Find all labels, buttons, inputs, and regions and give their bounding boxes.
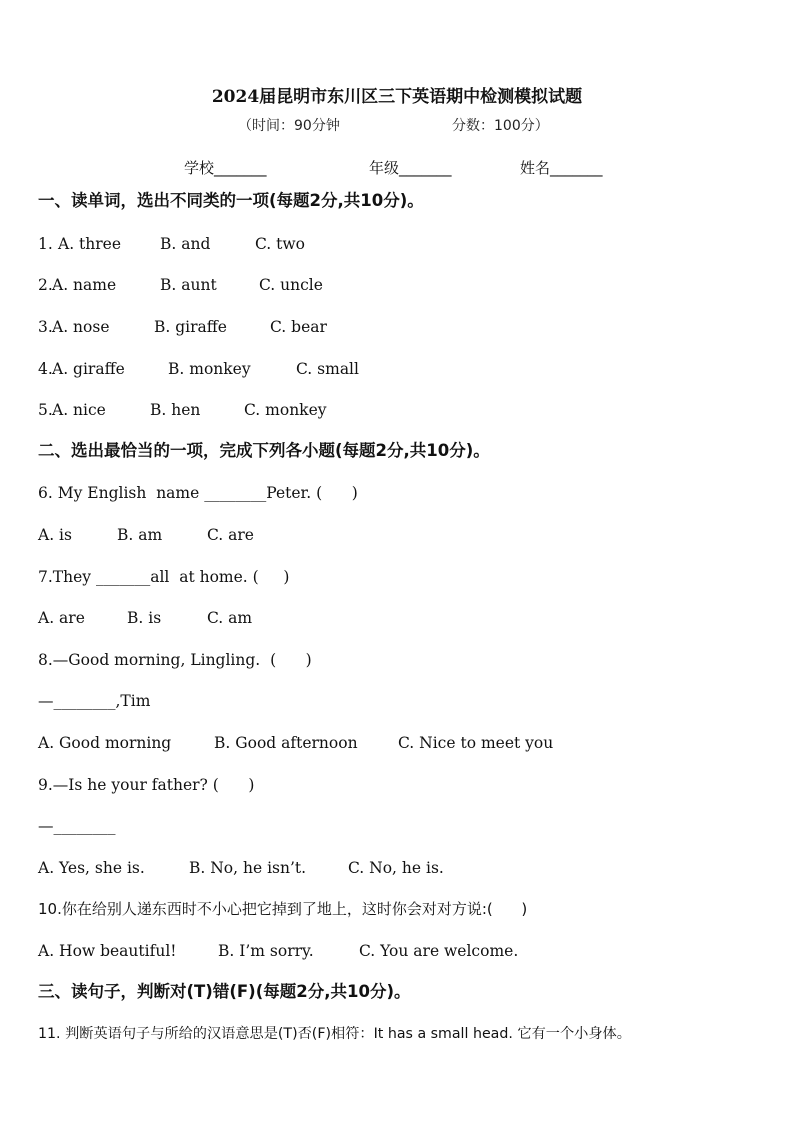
option-c: C. Nice to meet you	[398, 734, 554, 752]
option-b: B. Good afternoon	[214, 734, 358, 752]
section-2-heading: 二、选出最恰当的一项，完成下列各小题(每题2分,共10分)。	[38, 441, 490, 460]
question-10-stem: 10.你在给别人递东西时不小心把它掉到了地上，这时你会对对方说:( )	[38, 900, 528, 918]
option-a: A. three	[58, 235, 122, 253]
option-c: C. monkey	[244, 401, 327, 419]
option-a: A. nice	[52, 401, 106, 419]
option-c: C. uncle	[259, 276, 323, 294]
option-a: A. How beautiful!	[38, 942, 177, 960]
exam-time: （时间：90分钟	[238, 118, 340, 134]
question-number: 1.	[38, 235, 58, 253]
option-c: C. No, he is.	[348, 859, 444, 877]
option-c: C. am	[207, 609, 253, 627]
option-c: C. You are welcome.	[359, 942, 519, 960]
question-number: 2.	[38, 276, 53, 294]
option-a: A. giraffe	[52, 360, 125, 378]
option-b: B. is	[127, 609, 162, 627]
section-1-heading: 一、读单词，选出不同类的一项(每题2分,共10分)。	[38, 191, 424, 210]
option-a: A. Yes, she is.	[38, 859, 145, 877]
option-b: B. and	[160, 235, 211, 253]
option-b: B. No, he isn’t.	[189, 859, 307, 877]
option-b: B. aunt	[160, 276, 217, 294]
question-number: 4.	[38, 360, 53, 378]
option-b: B. I’m sorry.	[218, 942, 314, 960]
option-c: C. two	[255, 235, 305, 253]
option-b: B. am	[117, 526, 163, 544]
option-c: C. are	[207, 526, 254, 544]
option-a: A. nose	[52, 318, 110, 336]
exam-title: 2024届昆明市东川区三下英语期中检测模拟试题	[211, 87, 583, 107]
option-a: A. are	[38, 609, 85, 627]
question-8-stem: 8.—Good morning, Lingling. ( )	[38, 651, 312, 669]
option-b: B. hen	[150, 401, 201, 419]
question-7-stem: 7.They _______all at home. ( )	[38, 568, 290, 586]
question-6-stem: 6. My English name ________Peter. ( )	[38, 484, 358, 502]
option-a: A. Good morning	[38, 734, 172, 752]
section-3-heading: 三、读句子，判断对(T)错(F)(每题2分,共10分)。	[38, 982, 411, 1001]
option-b: B. giraffe	[154, 318, 227, 336]
name-field: 姓名_______	[520, 159, 603, 177]
question-9-answer-line: —________	[38, 817, 116, 835]
question-11-stem: 11. 判断英语句子与所给的汉语意思是(T)否(F)相符：It has a small head. 它有一个小身体。	[38, 1026, 631, 1042]
question-number: 3.	[38, 318, 53, 336]
option-b: B. monkey	[168, 360, 251, 378]
school-field: 学校_______	[184, 159, 267, 177]
option-a: A. is	[38, 526, 72, 544]
grade-field: 年级_______	[369, 159, 452, 177]
question-8-answer-line: —________,Tim	[38, 692, 151, 710]
question-9-stem: 9.—Is he your father? ( )	[38, 776, 255, 794]
question-number: 5.	[38, 401, 53, 419]
option-c: C. small	[296, 360, 359, 378]
option-a: A. name	[52, 276, 117, 294]
option-c: C. bear	[270, 318, 327, 336]
exam-score: 分数：100分）	[452, 118, 549, 134]
